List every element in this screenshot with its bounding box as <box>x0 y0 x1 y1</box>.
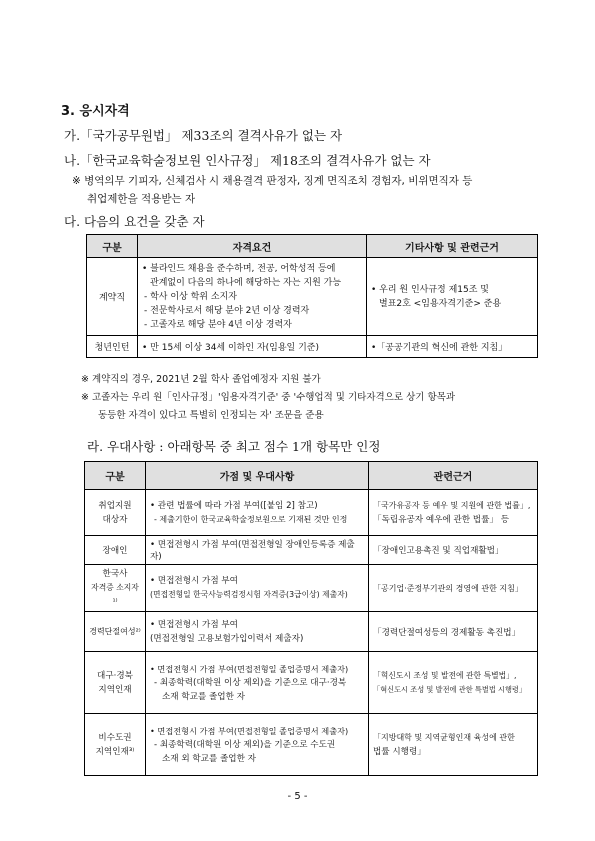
detail-line: • 면접전형시 가점 부여 <box>150 619 238 630</box>
basis-line: 「독립유공자 예우에 관한 법률」 등 <box>373 514 510 525</box>
requirement-line: - 고졸자로 해당 분야 4년 이상 경력자 <box>144 319 292 330</box>
table-row <box>87 258 538 336</box>
item-na-note-1: ※ 병역의무 기피자, 신체검사 시 채용결격 판정자, 징계 면직조치 경험자, 비위면직자 등 <box>72 175 473 187</box>
table-row <box>85 714 538 776</box>
basis-line: 「혁신도시 조성 및 발전에 관한 특별법 시행령」 <box>373 684 527 694</box>
category-line: 자격증 소지자¹⁾ <box>91 583 139 606</box>
basis-line: 「혁신도시 조성 및 발전에 관한 특별법」, <box>373 670 517 680</box>
category-line: 한국사 <box>102 569 128 579</box>
table1-note-1: ※ 계약직의 경우, 2021년 2월 학사 졸업예정자 지원 불가 <box>81 374 321 385</box>
requirement-line: 관계없이 다음의 하나에 해당하는 자는 지원 가능 <box>150 277 342 288</box>
detail-line: • 면접전형시 가점 부여(면접전형일 졸업증명서 제출자) <box>150 725 349 736</box>
table2-category <box>85 490 146 536</box>
table2-category <box>85 565 146 612</box>
category-line: 비수도권 <box>98 732 132 743</box>
table2-details: • 면접전형시 가점 부여(면접전형일 장애인등록증 제출자) <box>146 536 369 565</box>
table2-details <box>146 565 369 612</box>
category-line: 대상자 <box>102 514 128 525</box>
remark-line: 별표2호 <임용자격기준> 준용 <box>379 298 502 309</box>
item-da: 다. 다음의 요건을 갖춘 자 <box>64 214 205 229</box>
table2-header-category: 구분 <box>85 462 146 490</box>
detail-line: 소재 외 학교를 졸업한 자 <box>162 753 256 764</box>
table2-header-details: 가점 및 우대사항 <box>146 462 369 490</box>
item-na: 나.「한국교육학술정보원 인사규정」 제18조의 결격사유가 없는 자 <box>64 153 431 168</box>
detail-line: (면접전형일 한국사능력검정시험 자격증(3급이상) 제출자) <box>150 590 348 599</box>
table-row <box>85 652 538 714</box>
table-row <box>85 490 538 536</box>
table2-basis <box>369 652 538 714</box>
category-line: 취업지원 <box>98 500 132 511</box>
item-na-note-2: 취업제한을 적용받는 자 <box>87 193 196 205</box>
section-title: 3. 응시자격 <box>61 104 130 119</box>
table2-basis: 「공기업·준정부기관의 경영에 관한 지침」 <box>369 565 538 612</box>
table1-category-contract: 계약직 <box>87 258 138 336</box>
page-number: - 5 - <box>287 791 308 802</box>
table2-basis: 「장애인고용촉진 및 직업재활법」 <box>369 536 538 565</box>
requirement-line: - 학사 이상 학위 소지자 <box>144 291 237 302</box>
basis-line: 「국가유공자 등 예우 및 지원에 관한 법률」, <box>373 500 531 510</box>
table2-details <box>146 714 369 776</box>
qualification-table <box>86 234 538 358</box>
table1-note-3: 동등한 자격이 있다고 특별히 인정되는 자' 조문을 준용 <box>98 410 324 421</box>
detail-line: • 면접전형시 가점 부여 <box>150 576 238 586</box>
table1-requirements-contract <box>138 258 367 336</box>
category-line: 대구·경북 <box>97 670 133 681</box>
table1-header-remarks: 기타사항 및 관련근거 <box>367 235 538 258</box>
detail-line: 소재 학교를 졸업한 자 <box>162 691 245 702</box>
table2-details <box>146 612 369 652</box>
table2-basis: 「경력단절여성등의 경제활동 촉진법」 <box>369 612 538 652</box>
detail-line: • 면접전형시 가점 부여(면접전형일 졸업증명서 제출자) <box>150 663 349 674</box>
detail-line: • 관련 법률에 따라 가점 부여([붙임 2] 참고) <box>150 500 318 511</box>
detail-line: - 최종학력(대학원 이상 제외)을 기준으로 대구·경북 <box>154 677 347 688</box>
table1-remarks-contract <box>367 258 538 336</box>
table1-requirements-intern: • 만 15세 이상 34세 이하인 자(임용일 기준) <box>138 336 367 358</box>
category-line: 지역인재³⁾ <box>95 746 135 757</box>
remark-line: • 우리 원 인사규정 제15조 및 <box>371 284 490 295</box>
basis-line: 「지방대학 및 지역균형인재 육성에 관한 <box>373 732 515 742</box>
requirement-line: - 전문학사로서 해당 분야 2년 이상 경력자 <box>144 305 310 316</box>
table1-header-category: 구분 <box>87 235 138 258</box>
requirement-line: • 블라인드 채용을 준수하며, 전공, 어학성적 등에 <box>142 263 336 274</box>
table-row <box>85 565 538 612</box>
table-row <box>87 336 538 358</box>
table2-basis <box>369 714 538 776</box>
table2-category: 장애인 <box>85 536 146 565</box>
preference-table <box>84 461 538 776</box>
table1-note-2: ※ 고졸자는 우리 원「인사규정」'임용자격기준' 중 '수행업적 및 기타자격으로 상기 항목과 <box>81 392 455 403</box>
detail-line: - 제출기한이 한국교육학술정보원으로 기재된 것만 인정 <box>154 514 348 524</box>
item-ga: 가.「국가공무원법」 제33조의 결격사유가 없는 자 <box>64 128 343 143</box>
table2-details <box>146 490 369 536</box>
table2-header-basis: 관련근거 <box>369 462 538 490</box>
detail-line: - 최종학력(대학원 이상 제외)을 기준으로 수도권 <box>154 739 336 750</box>
table-row <box>85 612 538 652</box>
table2-category <box>85 652 146 714</box>
table1-category-intern: 청년인턴 <box>87 336 138 358</box>
table2-details <box>146 652 369 714</box>
detail-line: (면접전형일 고용보험가입이력서 제출자) <box>150 633 304 644</box>
table2-category: 경력단절여성²⁾ <box>85 612 146 652</box>
table1-remarks-intern: •「공공기관의 혁신에 관한 지침」 <box>367 336 538 358</box>
table1-header-requirements: 자격요건 <box>138 235 367 258</box>
item-ra: 라. 우대사항 : 아래항목 중 최고 점수 1개 항목만 인정 <box>87 439 381 454</box>
category-line: 지역인재 <box>98 684 132 695</box>
basis-line: 법률 시행령」 <box>373 746 426 757</box>
table2-category <box>85 714 146 776</box>
table-row <box>85 536 538 565</box>
table2-basis <box>369 490 538 536</box>
